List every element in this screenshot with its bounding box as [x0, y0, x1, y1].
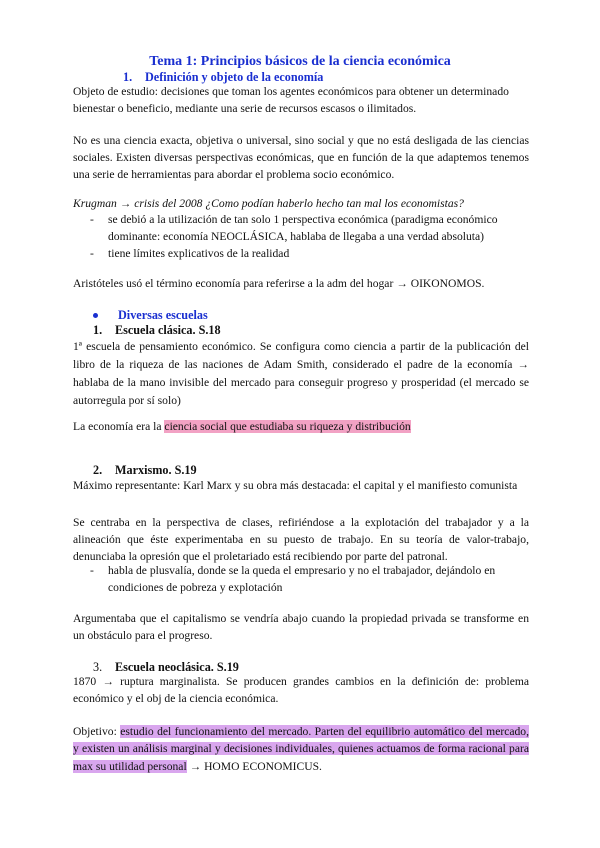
list-item: - se debió a la utilización de tan solo 1 perspectiva económica (paradigma económico dominante: economía NEOCLÁSICA, hablaba de llegaba a una verdad absoluta) [90, 213, 498, 243]
highlight-pink: ciencia social que estudiaba su riqueza y distribución [164, 420, 411, 433]
clasica-definicion: La economía era la ciencia social que estudiaba su riqueza y distribución [73, 420, 411, 433]
clasica-paragraph: 1ª escuela de pensamiento económico. Se configura como ciencia a partir de la publicación del libro de la riqueza de las naciones de Adam Smith, considerado el padre de la economía → hablaba de la mano invisible del mercado para conseguir progreso y prosperidad (el mercado se autorregula por sí solo) [73, 340, 529, 407]
neoclasica-objetivo: Objetivo: estudio del funcionamiento del mercado. Parten del equilibrio automático del mercado, y existen un análisis marginal y decisiones individuales, quienes actuamos de forma racional para max su utilidad personal → HOMO ECONOMICUS. [73, 725, 529, 773]
marxismo-bullet-list [73, 563, 529, 597]
highlight-purple: estudio del funcionamiento del mercado. Parten del equilibrio automático del mercado, y existen un análisis marginal y decisiones individuales, quienes actuamos de forma racional para max su utilidad personal [73, 725, 529, 773]
list-item: - tiene límites explicativos de la realidad [73, 246, 529, 263]
marxismo-paragraph-1: Máximo representante: Karl Marx y su obra más destacada: el capital y el manifiesto comunista [73, 479, 518, 492]
clasica-heading: 1. Escuela clásica. S.18 [93, 323, 221, 337]
neoclasica-title: Escuela neoclásica. S.19 [115, 660, 239, 674]
marxismo-title: Marxismo. S.19 [115, 463, 197, 477]
marxismo-paragraph-2: Se centraba en la perspectiva de clases, refiriéndose a la explotación del trabajador y a la alineación que éste experimentaba en su puesto de trabajo. En su teoría de valor-trabajo, denunciaba la opresión que el proletariado está recibiendo por parte del patronal. [73, 516, 529, 563]
neoclasica-heading: 3. Escuela neoclásica. S.19 [93, 660, 239, 674]
aristoteles-paragraph: Aristóteles usó el término economía para referirse a la adm del hogar → OIKONOMOS. [73, 277, 485, 290]
neoclasica-paragraph-1: 1870 → ruptura marginalista. Se producen grandes cambios en la definición de: problema económico y el obj de la ciencia económica. [73, 675, 529, 705]
bullet-dot-icon [93, 313, 98, 318]
clasica-title: Escuela clásica. S.18 [115, 323, 221, 337]
dash-marker: - [90, 213, 94, 226]
krugman-line: Krugman → crisis del 2008 ¿Como podían haberlo hecho tan mal los economistas? [73, 197, 464, 210]
section-1-title: Definición y objeto de la economía [145, 70, 324, 84]
document-title: Tema 1: Principios básicos de la ciencia económica [149, 54, 451, 69]
dash-marker: - [90, 564, 94, 577]
marxismo-paragraph-3: Argumentaba que el capitalismo se vendría abajo cuando la propiedad privada se transforme en un obstáculo para el progreso. [73, 612, 529, 642]
objeto-paragraph: Objeto de estudio: decisiones que toman los agentes económicos para obtener un determinado bienestar o beneficio, mediante una serie de recursos escasos o ilimitados. [73, 85, 509, 115]
ciencia-paragraph: No es una ciencia exacta, objetiva o universal, sino social y que no está desligada de las ciencias sociales. Existen diversas perspectivas económicas, que en función de la que adaptemos tenemos una serie de herramientas para abordar el problema socio económico. [73, 134, 529, 181]
section-1-number: 1. [123, 70, 133, 84]
list-item: - habla de plusvalía, donde se la queda el empresario y no el trabajador, dejándolo en condiciones de pobreza y explotación [90, 564, 496, 594]
krugman-bullet-list [73, 212, 529, 262]
marxismo-heading: 2. Marxismo. S.19 [93, 463, 197, 477]
dash-marker: - [90, 246, 94, 260]
escuelas-title: Diversas escuelas [118, 308, 208, 322]
